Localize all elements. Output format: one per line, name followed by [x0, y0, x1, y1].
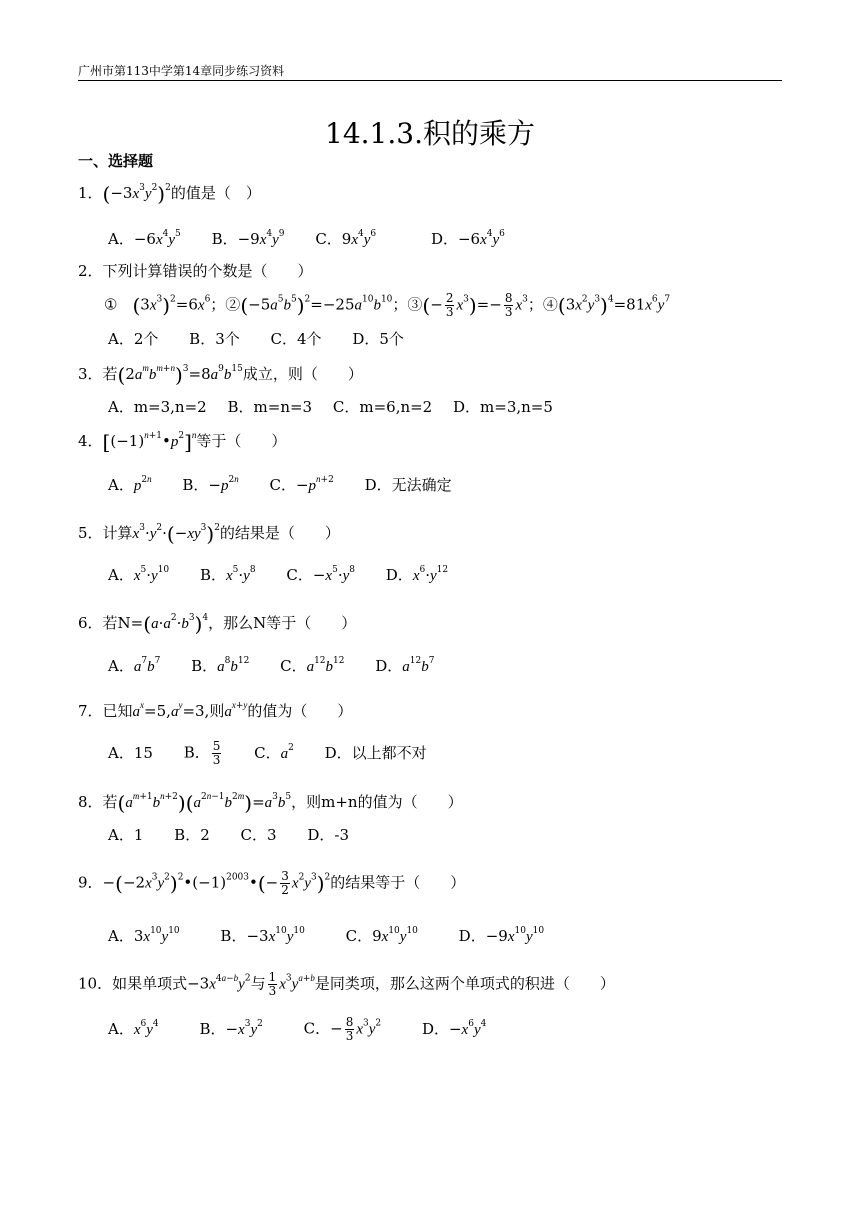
question-8: 8．若$(a^{m+1}b^{n+2})(a^{2n-1}b^{2m})=a^3b^5$，则m+n的值为（ ）	[78, 791, 463, 815]
option-a: A．15	[108, 743, 153, 762]
question-3-options	[108, 398, 579, 416]
option-d: D．m=3,n=5	[453, 398, 553, 416]
question-7: 7．已知$a^x=5,a^y=3$,则$a^{x+y}$的值为（ ）	[78, 700, 353, 720]
option-b: B．$-p^{2n}$	[182, 474, 239, 494]
option-d: D．-3	[307, 826, 349, 844]
question-7-options	[108, 740, 453, 767]
question-2: 2．下列计算错误的个数是（ ）	[78, 262, 313, 280]
option-d: D．$-x^6y^4$	[421, 1018, 487, 1038]
option-c: C．$a^2$	[254, 742, 294, 762]
option-b: B．$-x^3y^2$	[199, 1018, 263, 1038]
question-2-expressions: ① $(3x^3)^2=6x^6$；$②(-5a^5b^5)^2=-25a^{10}b^{10}$；③(− $\frac{2}{3}$ $x^3)=-$ $\frac{8}{3}$ $x^3$；$④(3x^2y^3)^4=81x^6y^7$	[104, 291, 671, 320]
option-d: D．$-6x^4y^6$	[430, 229, 505, 248]
option-c: C．$-x^5\cdot y^8$	[286, 565, 355, 584]
option-a: A．2个	[108, 330, 159, 348]
option-a: A．$x^5\cdot y^{10}$	[108, 565, 170, 584]
question-6-options	[108, 657, 460, 676]
page-header: 广州市第113中学第14章同步练习资料	[78, 64, 285, 78]
question-9: 9．$-(-2x^3y^2)^2•(-1)^{2003}•(-$ $\frac{3}{2}$ $x^2y^3)^2$的结果等于（ ）	[78, 869, 466, 898]
question-2-options	[108, 330, 430, 348]
question-1: 1．$(-3x^3y^2)^2$的值是（ ）	[78, 182, 261, 206]
question-9-options	[108, 927, 570, 946]
question-1-options	[108, 230, 531, 249]
question-3: 3．若$(2a^mb^{m+n})^3=8a^9b^{15}$成立，则（ ）	[78, 363, 363, 387]
question-10: 10．如果单项式$-3x^{4a-b}y^2$与 $\frac{1}{3}$ $x^3y^{a+b}$是同类项，那么这两个单项式的积进（ ）	[78, 970, 615, 999]
option-d: D．以上都不对	[324, 743, 427, 762]
option-b: B．$x^5\cdot y^8$	[199, 565, 256, 584]
option-d: D．$a^{12}b^7$	[375, 656, 435, 675]
question-stem: 1．	[78, 184, 103, 202]
option-d: D．$x^6\cdot y^{12}$	[385, 565, 449, 584]
option-c: C．$9x^{10}y^{10}$	[345, 926, 418, 945]
option-b: B．$-9x^4y^9$	[211, 229, 285, 248]
option-b: B．2	[174, 826, 210, 844]
header-rule	[78, 80, 782, 81]
question-5: 5．计算$x^3\cdot y^2\cdot(-xy^3)^2$的结果是（ ）	[78, 522, 340, 546]
question-suffix: 的值是（ ）	[170, 184, 261, 202]
option-a: A．$p^{2n}$	[108, 474, 152, 494]
question-8-options	[108, 826, 375, 844]
question-6: 6．若$N=(a\cdot a^2\cdot b^3)^4$，那么N等于（ ）	[78, 612, 357, 636]
option-c: C．$9x^4y^6$	[315, 229, 377, 248]
option-a: A．1	[108, 826, 144, 844]
option-a: A．$x^6y^4$	[108, 1018, 159, 1038]
option-a: A．m=3,n=2	[108, 398, 207, 416]
option-d: D．无法确定	[364, 476, 452, 494]
section-heading: 一、选择题	[78, 152, 154, 170]
option-d: D．$-9x^{10}y^{10}$	[458, 926, 545, 945]
question-10-options	[108, 1016, 512, 1043]
option-c: C．$a^{12}b^{12}$	[280, 656, 345, 675]
option-d: D．5个	[352, 330, 404, 348]
question-5-options	[108, 566, 474, 585]
option-a: A．$a^7b^7$	[108, 656, 161, 675]
option-c: C．3	[240, 826, 277, 844]
option-b: B．3个	[189, 330, 240, 348]
question-4: 4．$[(-1)^{n+1}•p^2]^n$等于（ ）	[78, 430, 287, 454]
option-c: C．$-p^{n+2}$	[269, 474, 334, 494]
page-title: 14.1.3.积的乘方	[325, 117, 535, 150]
option-a: A．$3x^{10}y^{10}$	[108, 926, 180, 945]
option-b: B．$-3x^{10}y^{10}$	[220, 926, 305, 945]
option-b: B．$a^8b^{12}$	[191, 656, 250, 675]
option-c: C．4个	[270, 330, 322, 348]
option-a: A．$-6x^4y^5$	[108, 229, 181, 248]
option-b: B．m=n=3	[227, 398, 313, 416]
option-b: B． $\frac{5}{3}$	[183, 739, 221, 768]
option-c: C．− $\frac{8}{3}$ $x^3y^2$	[303, 1015, 382, 1044]
question-4-options	[108, 476, 478, 495]
option-c: C．m=6,n=2	[332, 398, 433, 416]
